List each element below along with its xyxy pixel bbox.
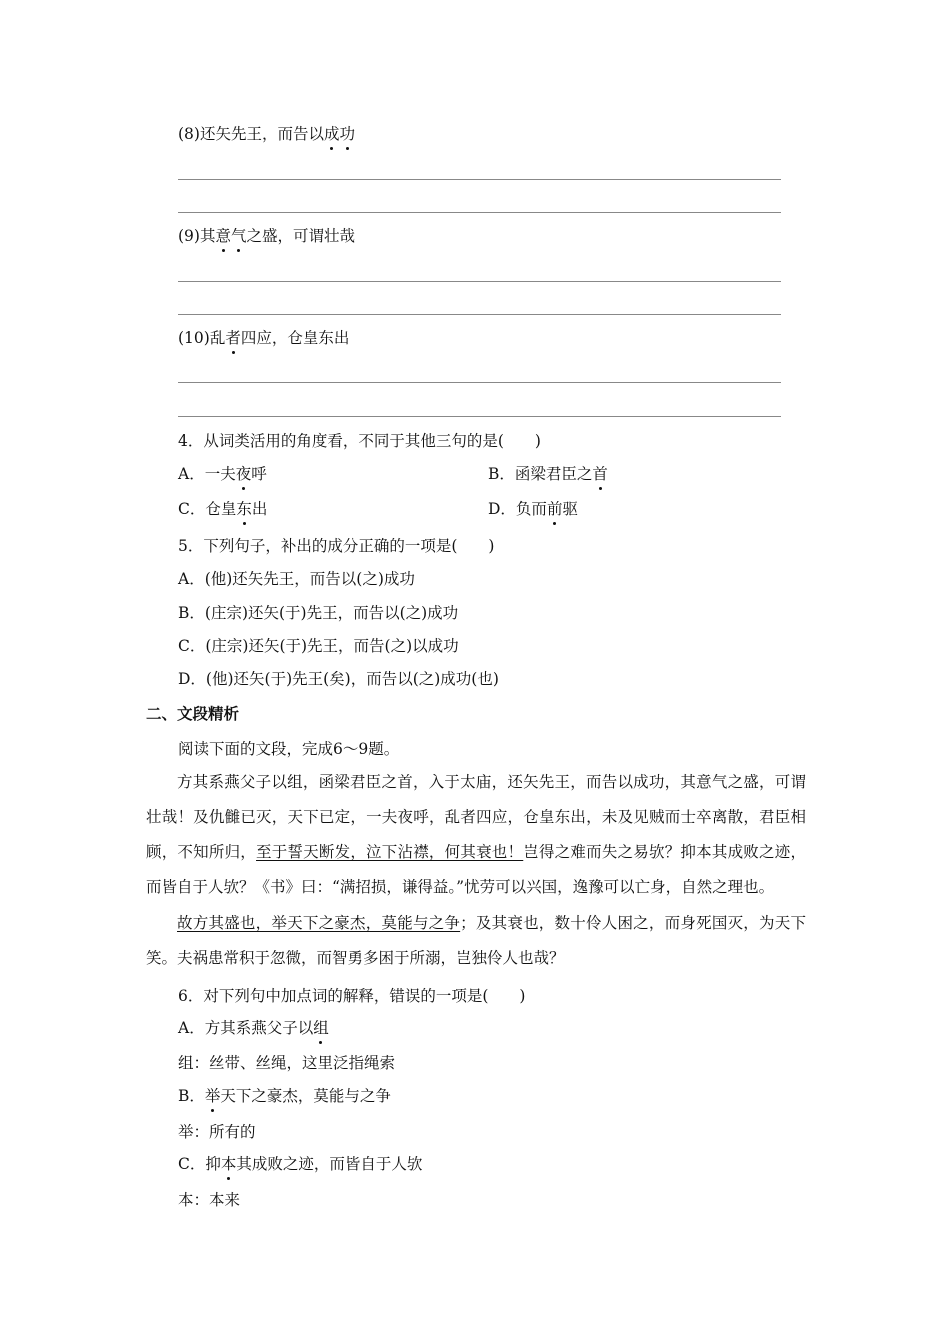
q3-item-10: [178, 327, 349, 349]
dotted-word: [215, 227, 246, 245]
dotted-char: 成: [323, 125, 340, 143]
dotted-char: 功: [339, 125, 356, 143]
dotted-word: [324, 125, 355, 143]
item-label: (9): [178, 227, 200, 245]
answer-line[interactable]: [178, 382, 781, 383]
dotted-word: 夜: [235, 465, 252, 483]
dotted-char: 气: [231, 227, 247, 245]
option-text-post: 天下之豪杰，莫能与之争: [220, 1087, 391, 1105]
dotted-word: 举: [204, 1087, 221, 1105]
underlined-sentence: 至于誓天断发，泣下沾襟，何其衰也！: [256, 843, 524, 861]
passage-text: 方其系燕父子以组，函梁君臣之首，入于太庙，还矢先王，而告以成功，其意气之盛，可谓壮哉！及仇雠已灭，天下已定，一夫夜呼，乱者四应，仓皇东出，未及见贼而士卒离散，君臣相顾，不知所归，: [146, 773, 806, 861]
item-label: (8): [178, 125, 200, 143]
q3-item-8: [178, 123, 355, 145]
option-text: A．一夫: [178, 465, 236, 483]
option-text-post: 其成败之迹，而皆自于人欤: [236, 1155, 423, 1173]
q5-option-b: B．(庄宗)还矢(于)先王，而告以(之)成功: [178, 604, 459, 622]
answer-line[interactable]: [178, 314, 781, 315]
item-text-post: 之盛，可谓壮哉: [246, 227, 356, 245]
dotted-word: 东: [236, 500, 252, 518]
q5-option-c: C．(庄宗)还矢(于)先王，而告(之)以成功: [178, 637, 459, 655]
item-text: 乱: [209, 329, 226, 347]
q4-option-c: [178, 498, 267, 520]
q6-option-a: [178, 1017, 329, 1039]
dotted-word: 本: [220, 1155, 237, 1173]
dotted-word: 前: [546, 500, 563, 518]
section-heading: 二、文段精析: [146, 704, 240, 723]
q4-option-d: [488, 498, 578, 520]
option-text-post: 出: [251, 500, 268, 518]
option-text: A．方其系燕父子以: [178, 1019, 314, 1037]
passage-paragraph-2: [146, 906, 806, 976]
underlined-sentence: 故方其盛也，举天下之豪杰，莫能与之争: [177, 914, 461, 932]
dotted-char: 意: [215, 227, 231, 245]
option-text: D．负而: [488, 500, 547, 518]
item-text: 其: [199, 227, 216, 245]
passage-text-cont: ；及其衰也，数十伶人困之，而身死国灭，为天下笑。夫祸患常积于忽微，而智勇多困于所溺，岂独伶人也哉？: [146, 914, 806, 967]
q5-stem: 5．下列句子，补出的成分正确的一项是( ): [178, 537, 495, 555]
option-text-post: 呼: [251, 465, 267, 483]
q6-option-b-note: 举：所有的: [178, 1123, 256, 1141]
q4-stem: 4．从词类活用的角度看，不同于其他三句的是( ): [178, 432, 541, 450]
dotted-word: 者: [225, 329, 241, 347]
section-instruction: 阅读下面的文段，完成6～9题。: [178, 740, 400, 758]
dotted-word: 组: [313, 1019, 329, 1037]
dotted-word: 首: [592, 465, 608, 483]
q5-option-a: A．(他)还矢先王，而告以(之)成功: [178, 570, 415, 588]
passage-paragraph-1: [146, 765, 806, 905]
passage-text-cont: 岂得之难而失之易欤？抑本其成败之迹，而皆自于人欤？《书》曰：“满招损，谦得益。”忧劳可以兴国，逸豫可以亡身，自然之理也。: [146, 843, 806, 896]
q6-option-a-note: 组：丝带、丝绳，这里泛指绳索: [178, 1054, 396, 1072]
q6-option-c-note: 本：本来: [178, 1191, 241, 1209]
q6-option-b: [178, 1085, 391, 1107]
q6-stem: 6．对下列句中加点词的解释，错误的一项是( ): [178, 987, 526, 1005]
q4-option-a: [178, 463, 267, 485]
option-text: C．仓皇: [178, 500, 237, 518]
q4-option-b: [488, 463, 608, 485]
answer-line[interactable]: [178, 179, 781, 180]
q6-option-c: [178, 1153, 422, 1175]
option-text: C．抑: [178, 1155, 221, 1173]
answer-line[interactable]: [178, 212, 781, 213]
q5-option-d: D．(他)还矢(于)先王(矣)，而告以(之)成功(也): [178, 670, 499, 688]
item-text: 还矢先王，而告以: [199, 125, 324, 143]
option-text: B．函梁君臣之: [488, 465, 593, 483]
item-label: (10): [178, 329, 210, 347]
option-text: B．: [178, 1087, 205, 1105]
item-text-post: 四应，仓皇东出: [240, 329, 350, 347]
option-text-post: 驱: [562, 500, 578, 518]
answer-line[interactable]: [178, 416, 781, 417]
answer-line[interactable]: [178, 281, 781, 282]
q3-item-9: [178, 225, 355, 247]
